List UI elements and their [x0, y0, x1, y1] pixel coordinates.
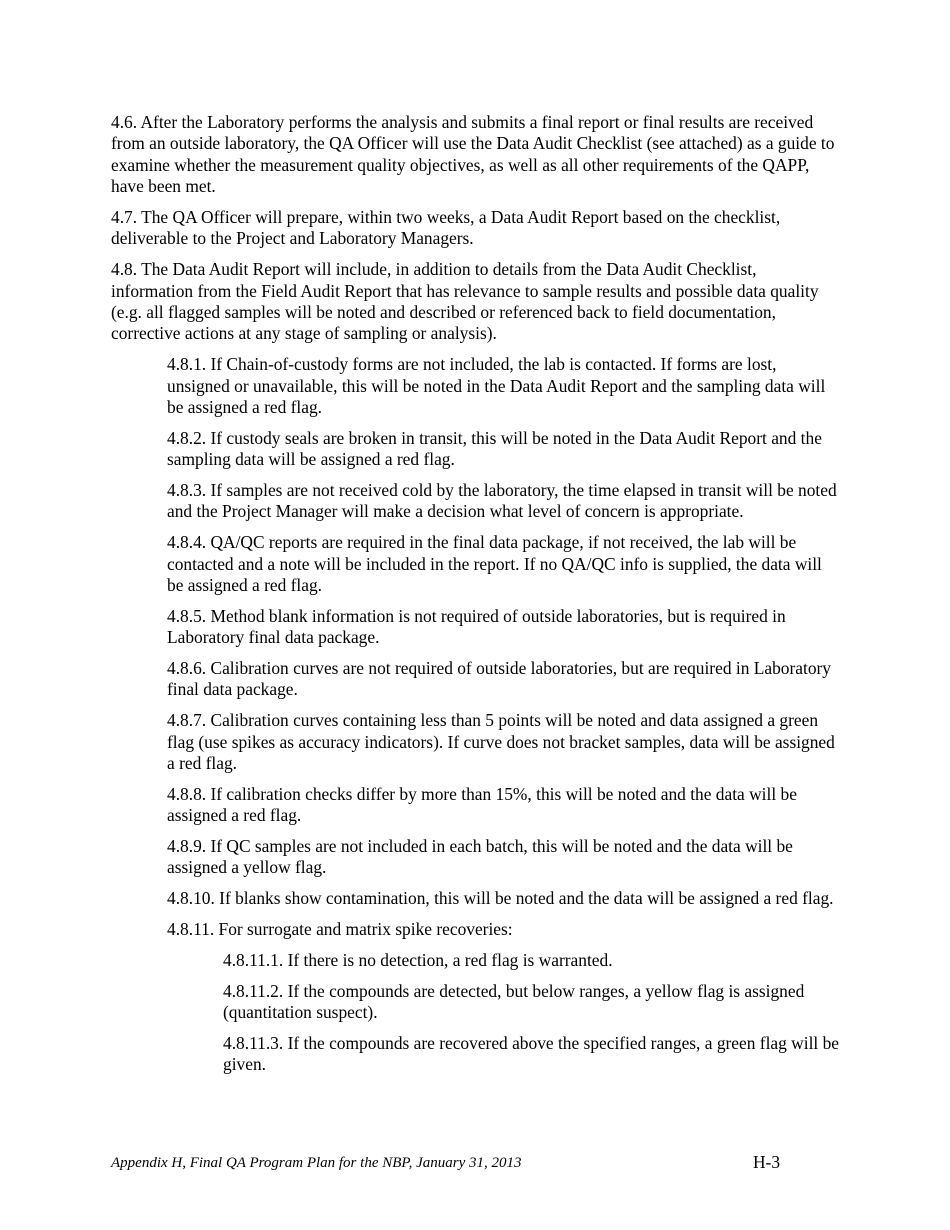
section-paragraph: 4.8.7. Calibration curves containing less than 5 points will be noted and data assigned a green flag (use spikes as accuracy indicators). If curve does not bracket samples, data will be assigned a red flag. [167, 710, 835, 774]
section-paragraph: 4.7. The QA Officer will prepare, within two weeks, a Data Audit Report based on the checklist, deliverable to the Project and Laboratory Managers. [111, 207, 781, 249]
section-paragraph: 4.8.2. If custody seals are broken in transit, this will be noted in the Data Audit Report and the sampling data will be assigned a red flag. [167, 427, 822, 470]
section-paragraph: 4.8.10. If blanks show contamination, this will be noted and the data will be assigned a red flag. [167, 888, 834, 909]
section-paragraph: 4.6. After the Laboratory performs the analysis and submits a final report or final results are received from an outside laboratory, the QA Officer will use the Data Audit Checklist (see attached) as a guide to examine whether the measurement quality objectives, as well as all other requirements of the QAPP, have been met. [111, 112, 835, 197]
section-paragraph: 4.8.11. For surrogate and matrix spike recoveries: [167, 919, 513, 940]
section-paragraph: 4.8.11.2. If the compounds are detected, but below ranges, a yellow flag is assigned (quantitation suspect). [223, 980, 805, 1023]
section-paragraph: 4.8.9. If QC samples are not included in each batch, this will be noted and the data will be assigned a yellow flag. [167, 836, 793, 878]
page-footer [111, 1152, 841, 1176]
section-paragraph: 4.8.6. Calibration curves are not required of outside laboratories, but are required in Laboratory final data package. [167, 658, 831, 700]
section-paragraph: 4.8. The Data Audit Report will include, in addition to details from the Data Audit Checklist, information from the Field Audit Report that has relevance to sample results and possible data quality (e.g. all flagged samples will be noted and described or referenced back to field documentation, corrective actions at any stage of sampling or analysis). [111, 259, 819, 344]
footer-citation: Appendix H, Final QA Program Plan for the NBP, January 31, 2013 [111, 1155, 522, 1171]
page-number: H-3 [753, 1152, 781, 1172]
section-paragraph: 4.8.3. If samples are not received cold by the laboratory, the time elapsed in transit will be noted and the Project Manager will make a decision what level of concern is appropriate. [167, 480, 837, 522]
document-body [111, 112, 841, 1085]
section-paragraph: 4.8.11.3. If the compounds are recovered above the specified ranges, a green flag will be given. [223, 1032, 839, 1075]
section-paragraph: 4.8.5. Method blank information is not required of outside laboratories, but is required in Laboratory final data package. [167, 605, 786, 648]
section-paragraph: 4.8.1. If Chain-of-custody forms are not included, the lab is contacted. If forms are lost, unsigned or unavailable, this will be noted in the Data Audit Report and the sampling data will be assigned a red flag. [167, 354, 826, 418]
section-paragraph: 4.8.8. If calibration checks differ by more than 15%, this will be noted and the data will be assigned a red flag. [167, 783, 797, 826]
section-paragraph: 4.8.11.1. If there is no detection, a red flag is warranted. [223, 949, 613, 970]
section-paragraph: 4.8.4. QA/QC reports are required in the final data package, if not received, the lab will be contacted and a note will be included in the report. If no QA/QC info is supplied, the data will be assigned a red flag. [167, 532, 822, 596]
